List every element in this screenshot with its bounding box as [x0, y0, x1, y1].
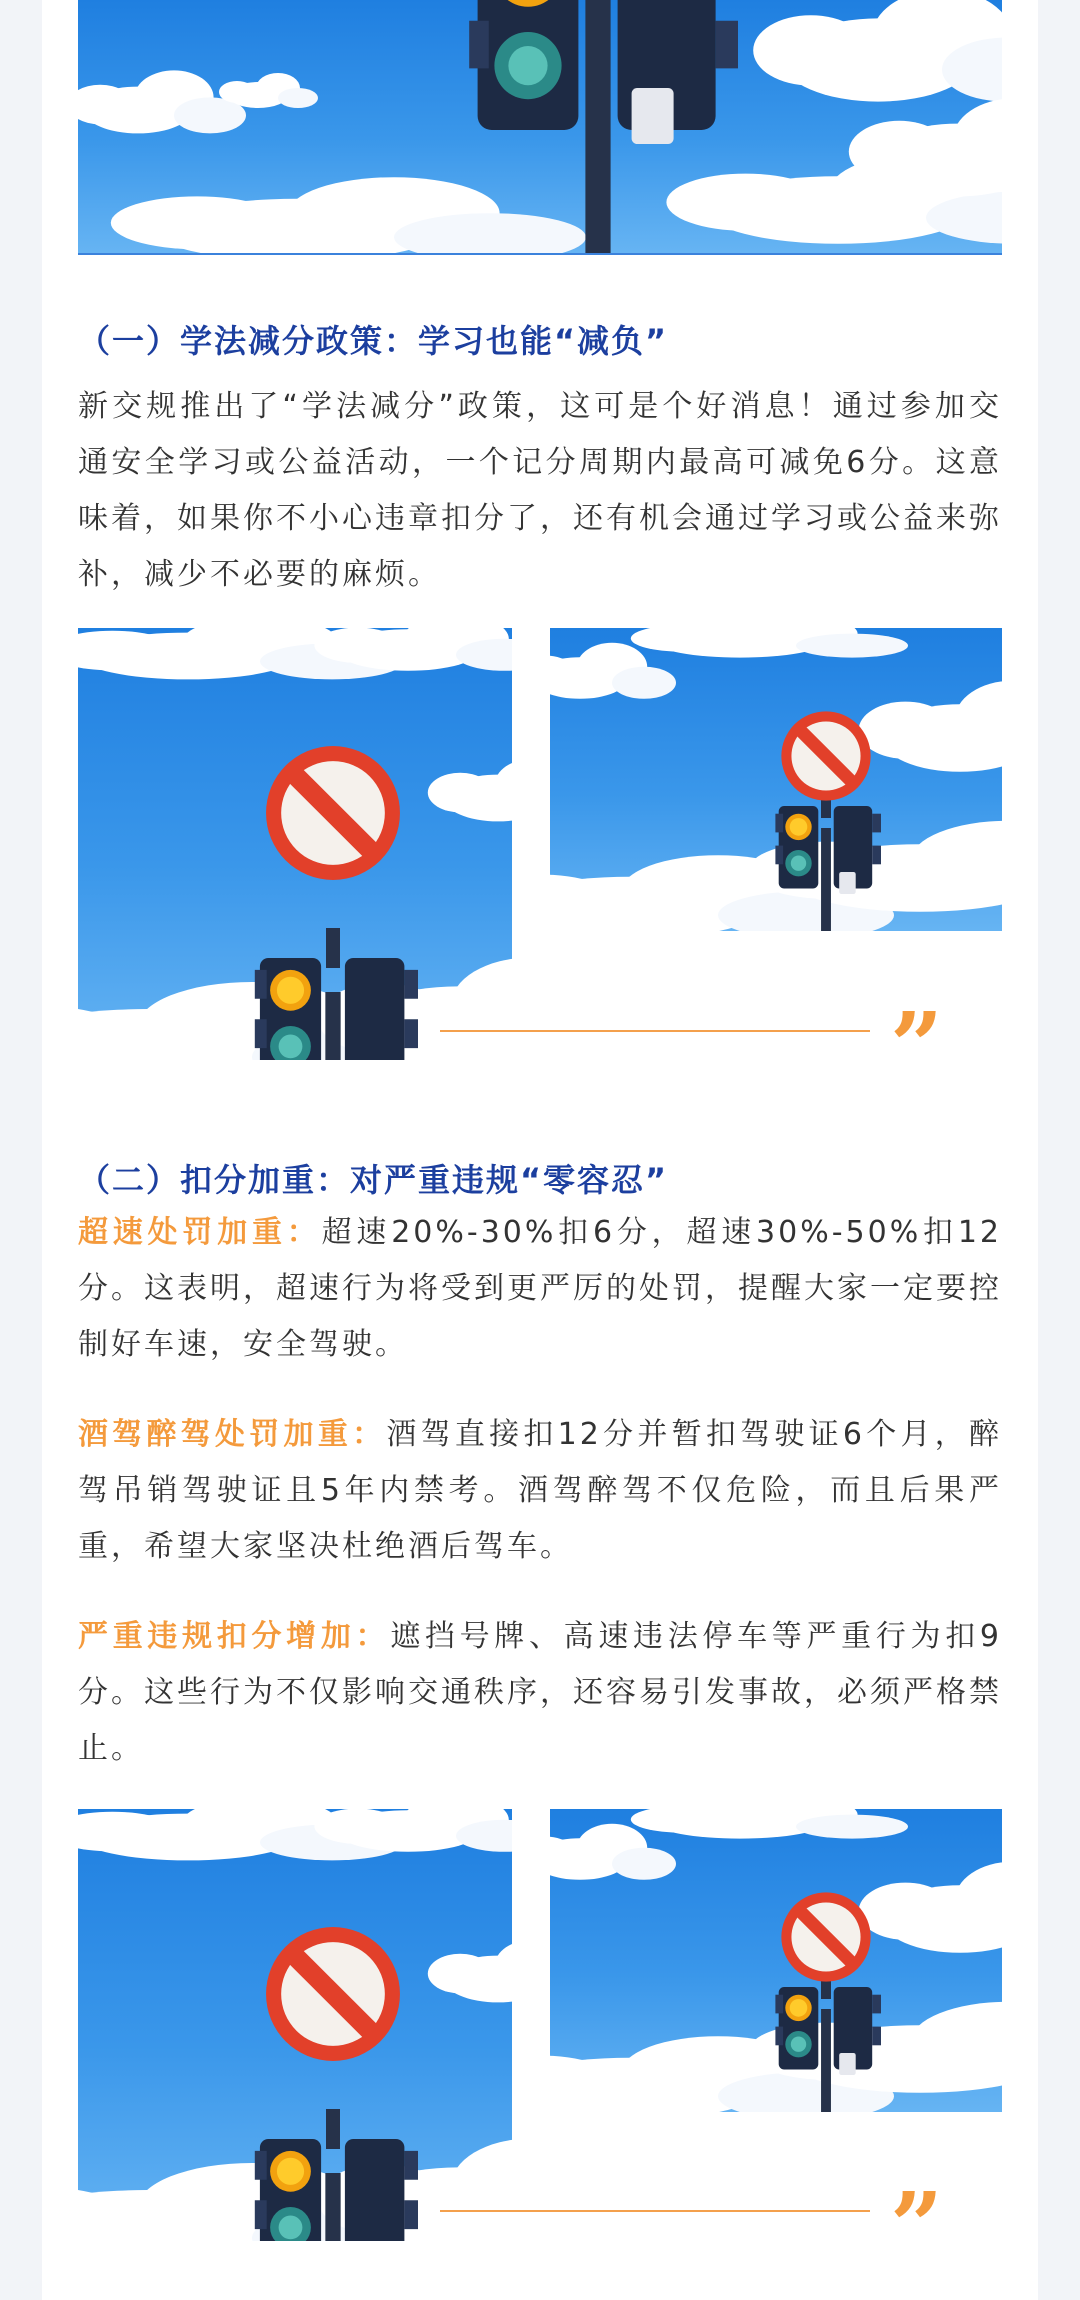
no-entry-sign-photo-right [550, 628, 1002, 931]
penalty-item-drunk-driving [78, 1407, 1002, 1575]
hero-traffic-light-photo [78, 0, 1002, 253]
penalty-item-text: 酒驾直接扣12分并暂扣驾驶证6个月，醉驾吊销驾驶证且5年内禁考。酒驾醉驾不仅危险，而且后果严重，希望大家坚决杜绝酒后驾车。 [78, 1417, 1003, 1564]
hero-divider [78, 253, 1002, 255]
section-2-heading: （二）扣分加重：对严重违规“零容忍” [78, 1161, 669, 1199]
quote-divider-line-2 [440, 2210, 870, 2212]
no-entry-sign-photo-right-2 [550, 1809, 1002, 2112]
penalty-item-serious-violation [78, 1609, 1002, 1777]
no-entry-sign-photo-left-2 [78, 1809, 512, 2241]
no-entry-sign-photo-left [78, 628, 512, 1060]
penalty-item-label: 超速处罚加重： [78, 1215, 322, 1250]
quote-mark-icon: ” [890, 992, 943, 1100]
penalty-item-text: 遮挡号牌、高速违法停车等严重行为扣9分。这些行为不仅影响交通秩序，还容易引发事故，必须严格禁止。 [78, 1619, 1002, 1766]
quote-divider-line [440, 1030, 870, 1032]
penalty-item-label: 酒驾醉驾处罚加重： [78, 1417, 387, 1452]
penalty-item-text: 超速20%-30%扣6分，超速30%-50%扣12分。这表明，超速行为将受到更严厉的处罚，提醒大家一定要控制好车速，安全驾驶。 [78, 1215, 1002, 1362]
section-1-heading: （一）学法减分政策：学习也能“减负” [78, 322, 669, 360]
penalty-item-speeding [78, 1205, 1002, 1373]
quote-mark-icon: ” [890, 2172, 943, 2280]
section-1-paragraph: 新交规推出了“学法减分”政策，这可是个好消息！通过参加交通安全学习或公益活动，一个记分周期内最高可减免6分。这意味着，如果你不小心违章扣分了，还有机会通过学习或公益来弥补，减少不必要的麻烦。 [78, 389, 1002, 592]
penalty-item-label: 严重违规扣分增加： [78, 1619, 391, 1654]
